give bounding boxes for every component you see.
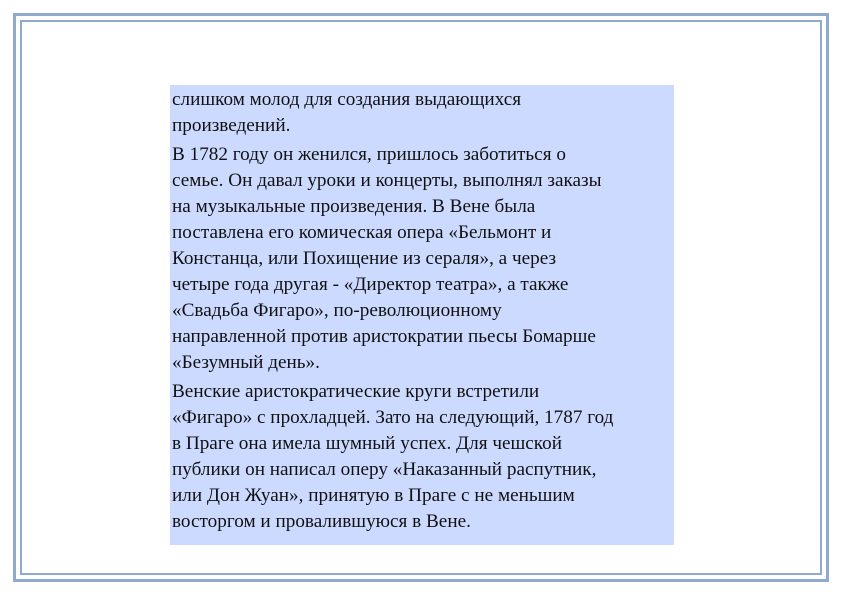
text-line: Венские аристократические круги встретили: [172, 381, 540, 402]
text-line: Констанца, или Похищение из сераля», а через: [172, 248, 557, 269]
text-line: поставлена его комическая опера «Бельмонт и: [172, 222, 552, 243]
text-line: «Фигаро» с прохладцей. Зато на следующий, 1787 год: [172, 407, 614, 428]
text-line: произведений.: [172, 115, 291, 136]
text-line: «Безумный день».: [172, 352, 320, 373]
text-line: публики он написал оперу «Наказанный распутник,: [172, 459, 597, 480]
text-line: восторгом и провалившуюся в Вене.: [172, 511, 471, 532]
text-line: направленной против аристократии пьесы Бомарше: [172, 326, 596, 347]
text-line: на музыкальные произведения. В Вене была: [172, 196, 536, 217]
text-line: семье. Он давал уроки и концерты, выполнял заказы: [172, 170, 602, 191]
text-line: четыре года другая - «Директор театра», а также: [172, 274, 569, 295]
text-line: «Свадьба Фигаро», по-революционному: [172, 300, 502, 321]
text-line: в Праге она имела шумный успех. Для чешской: [172, 433, 563, 454]
text-line: или Дон Жуан», принятую в Праге с не меньшим: [172, 485, 575, 506]
text-line: В 1782 году он женился, пришлось заботиться о: [172, 144, 566, 165]
paragraph-1: [172, 87, 674, 139]
text-block: [170, 85, 674, 545]
paragraph-3: [172, 379, 674, 535]
paragraph-2: [172, 142, 674, 376]
text-line: слишком молод для создания выдающихся: [172, 89, 522, 110]
